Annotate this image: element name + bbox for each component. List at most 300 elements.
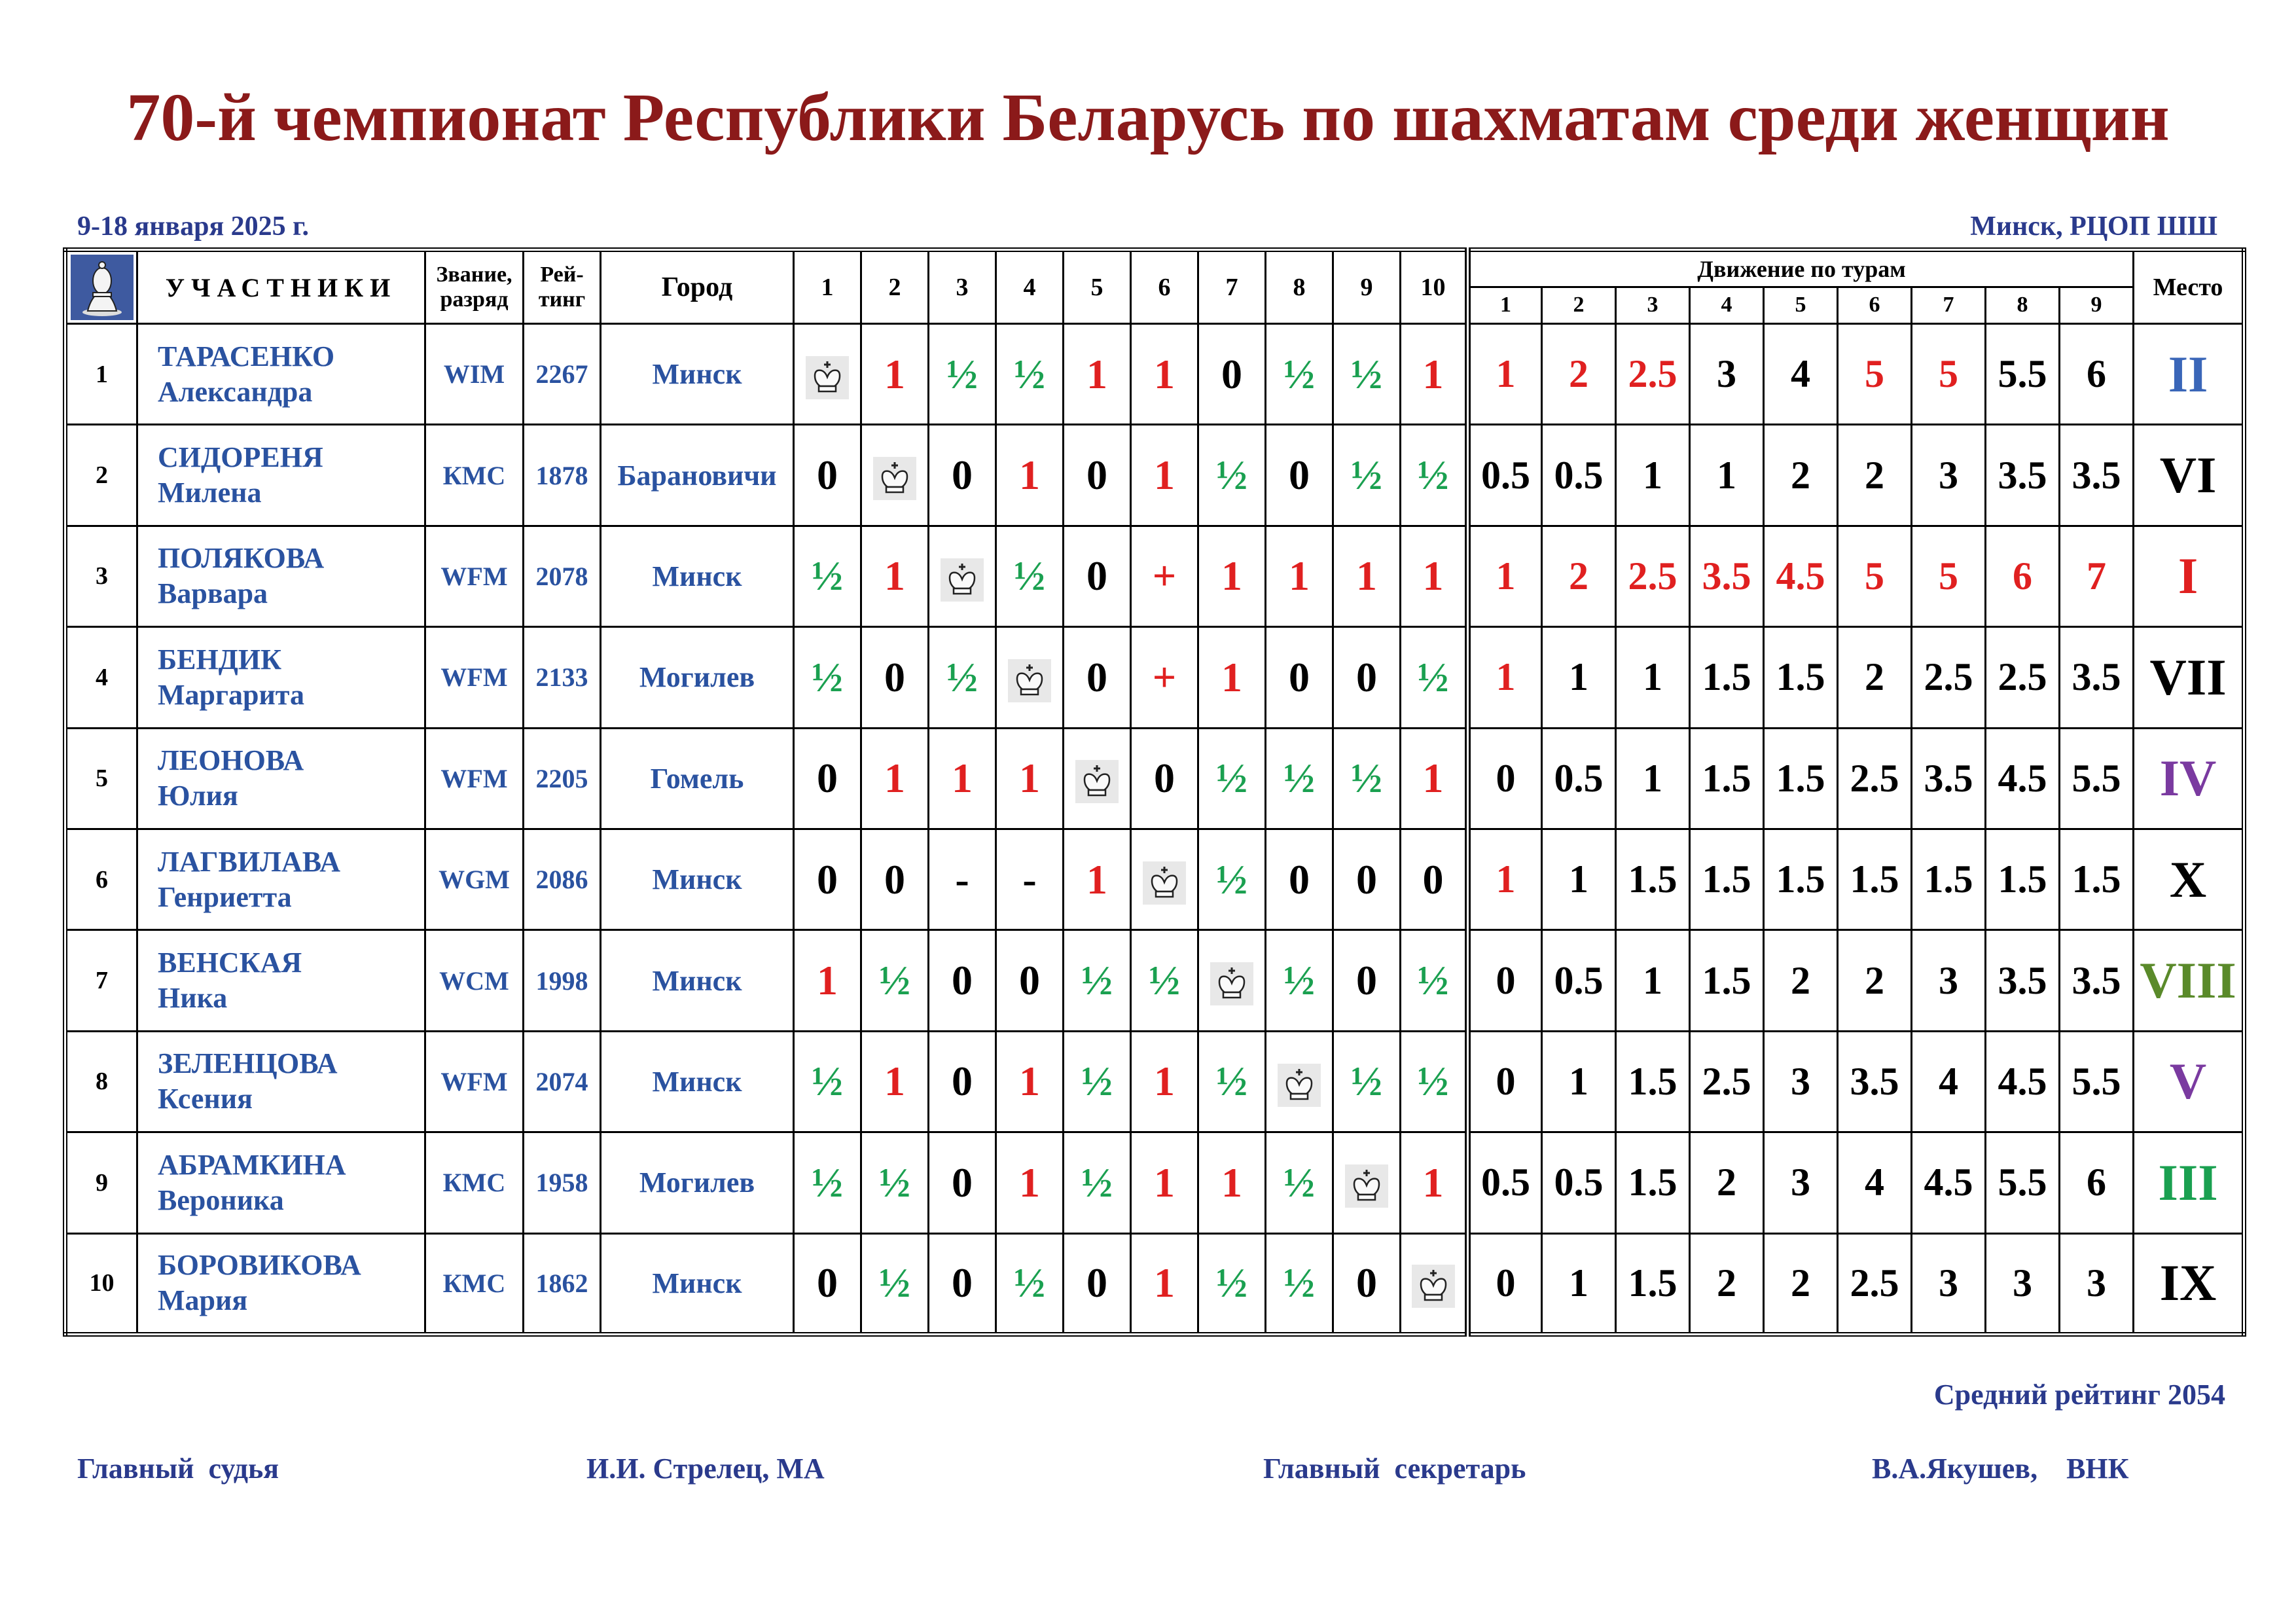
game-result: ½ — [1401, 930, 1468, 1031]
round-score: 2.5 — [1616, 324, 1690, 425]
round-score: 2 — [1764, 425, 1838, 526]
round-score: 3.5 — [2060, 627, 2134, 728]
game-result: ½ — [794, 1132, 861, 1233]
round-col-header: 1 — [1468, 287, 1542, 324]
player-row — [65, 1233, 2244, 1334]
round-score: 1.5 — [1764, 829, 1838, 929]
self-cell — [1064, 728, 1131, 829]
game-result: ½ — [1064, 930, 1131, 1031]
round-score: 4.5 — [1986, 728, 2060, 829]
player-rating: 1958 — [524, 1132, 601, 1233]
player-name — [137, 1031, 425, 1132]
player-title: WFM — [425, 627, 524, 728]
player-city: Минск — [601, 1233, 794, 1334]
player-title: WFM — [425, 728, 524, 829]
game-result: ½ — [996, 526, 1064, 626]
game-result: 1 — [1401, 728, 1468, 829]
game-result: ½ — [1333, 1031, 1401, 1132]
player-rating: 1862 — [524, 1233, 601, 1334]
player-rating: 2205 — [524, 728, 601, 829]
final-place: VII — [2134, 627, 2244, 728]
self-cell — [794, 324, 861, 425]
chief-secretary-label: Главный секретарь — [1263, 1453, 1526, 1485]
game-result: 1 — [1131, 425, 1198, 526]
round-score: 1.5 — [1986, 829, 2060, 929]
round-score: 0.5 — [1542, 1132, 1616, 1233]
player-row — [65, 930, 2244, 1031]
player-number: 5 — [65, 728, 137, 829]
page-title: 70-й чемпионат Республики Беларусь по шахматам среди женщин — [126, 80, 2170, 155]
game-result: ½ — [1401, 627, 1468, 728]
rating-header: Рей- тинг — [524, 250, 601, 324]
game-result: ½ — [1064, 1132, 1131, 1233]
round-progress-header: Движение по турам — [1468, 250, 2134, 287]
header-row-1 — [65, 250, 2244, 287]
opp-col-header: 3 — [929, 250, 996, 324]
player-title: WIM — [425, 324, 524, 425]
self-cell — [1266, 1031, 1333, 1132]
game-result: ½ — [794, 627, 861, 728]
player-name — [137, 425, 425, 526]
round-score: 1.5 — [1912, 829, 1986, 929]
player-rating: 2078 — [524, 526, 601, 626]
game-result: 1 — [861, 324, 929, 425]
game-result: 0 — [1064, 1233, 1131, 1334]
game-result: 0 — [929, 1233, 996, 1334]
player-row — [65, 425, 2244, 526]
game-result: ½ — [996, 324, 1064, 425]
chief-judge-label: Главный судья — [77, 1453, 279, 1485]
round-score: 0.5 — [1542, 425, 1616, 526]
round-col-header: 3 — [1616, 287, 1690, 324]
player-city: Могилев — [601, 1132, 794, 1233]
round-score: 0 — [1468, 930, 1542, 1031]
game-result: ½ — [1198, 1031, 1266, 1132]
game-result: ½ — [861, 1132, 929, 1233]
player-city: Могилев — [601, 627, 794, 728]
final-place: I — [2134, 526, 2244, 626]
game-result: + — [1131, 627, 1198, 728]
round-score: 2 — [1542, 526, 1616, 626]
round-score: 2 — [1764, 930, 1838, 1031]
player-firstname: Ксения — [158, 1083, 253, 1115]
self-cell — [1333, 1132, 1401, 1233]
game-result: 0 — [794, 728, 861, 829]
game-result: ½ — [1266, 728, 1333, 829]
bishop-logo-icon — [71, 255, 134, 320]
participants-header: УЧАСТНИКИ — [137, 250, 425, 324]
game-result: ½ — [1266, 1233, 1333, 1334]
round-score: 1 — [1616, 425, 1690, 526]
round-score: 2 — [1690, 1233, 1764, 1334]
player-row — [65, 627, 2244, 728]
round-col-header: 6 — [1838, 287, 1912, 324]
opp-col-header: 4 — [996, 250, 1064, 324]
chief-secretary-name: В.А.Якушев, ВНК — [1872, 1453, 2129, 1485]
game-result: 1 — [1401, 1132, 1468, 1233]
king-icon — [1278, 1064, 1321, 1107]
round-score: 4 — [1838, 1132, 1912, 1233]
player-title: КМС — [425, 1132, 524, 1233]
game-result: 0 — [794, 1233, 861, 1334]
round-score: 2 — [1838, 930, 1912, 1031]
round-col-header: 9 — [2060, 287, 2134, 324]
game-result: ½ — [1266, 930, 1333, 1031]
player-firstname: Варвара — [158, 577, 268, 610]
opp-col-header: 2 — [861, 250, 929, 324]
player-number: 3 — [65, 526, 137, 626]
round-score: 3 — [1912, 930, 1986, 1031]
round-score: 2 — [1838, 425, 1912, 526]
game-result: 1 — [1401, 526, 1468, 626]
game-result: 1 — [1198, 526, 1266, 626]
game-result: 1 — [1333, 526, 1401, 626]
game-result: ½ — [996, 1233, 1064, 1334]
final-place: VI — [2134, 425, 2244, 526]
round-score: 1.5 — [1690, 829, 1764, 929]
round-score: 5.5 — [2060, 1031, 2134, 1132]
game-result: 1 — [1401, 324, 1468, 425]
round-score: 1 — [1616, 930, 1690, 1031]
player-surname: ЛАГВИЛАВА — [158, 845, 341, 878]
final-place: IV — [2134, 728, 2244, 829]
game-result: ½ — [1198, 728, 1266, 829]
player-surname: БЕНДИК — [158, 643, 282, 676]
round-score: 3 — [1690, 324, 1764, 425]
round-score: 1.5 — [1838, 829, 1912, 929]
game-result: 1 — [861, 526, 929, 626]
king-icon — [1075, 760, 1119, 803]
round-score: 1 — [1542, 829, 1616, 929]
game-result: 1 — [929, 728, 996, 829]
player-firstname: Юлия — [158, 780, 238, 812]
player-name — [137, 930, 425, 1031]
chief-judge-name: И.И. Стрелец, МА — [586, 1453, 825, 1485]
player-row — [65, 829, 2244, 929]
final-place: V — [2134, 1031, 2244, 1132]
game-result: 1 — [1198, 1132, 1266, 1233]
game-result: 0 — [1064, 526, 1131, 626]
player-row — [65, 1132, 2244, 1233]
player-title: WFM — [425, 1031, 524, 1132]
round-score: 2 — [1764, 1233, 1838, 1334]
round-score: 5 — [1838, 324, 1912, 425]
player-number: 7 — [65, 930, 137, 1031]
round-score: 0.5 — [1468, 425, 1542, 526]
player-surname: ПОЛЯКОВА — [158, 542, 325, 575]
game-result: 0 — [929, 1031, 996, 1132]
average-rating: Средний рейтинг 2054 — [1933, 1379, 2225, 1411]
game-result: ½ — [1064, 1031, 1131, 1132]
player-name — [137, 1233, 425, 1334]
game-result: 0 — [1131, 728, 1198, 829]
player-name — [137, 324, 425, 425]
round-score: 3 — [1912, 1233, 1986, 1334]
round-score: 4 — [1912, 1031, 1986, 1132]
game-result: 0 — [1064, 425, 1131, 526]
round-score: 0.5 — [1542, 930, 1616, 1031]
round-score: 1 — [1468, 526, 1542, 626]
king-icon — [1143, 861, 1186, 905]
player-city: Барановичи — [601, 425, 794, 526]
round-score: 0 — [1468, 728, 1542, 829]
player-row — [65, 324, 2244, 425]
opp-col-header: 1 — [794, 250, 861, 324]
game-result: 0 — [861, 829, 929, 929]
round-score: 1 — [1542, 1031, 1616, 1132]
round-score: 6 — [2060, 1132, 2134, 1233]
round-score: 0.5 — [1542, 728, 1616, 829]
round-col-header: 2 — [1542, 287, 1616, 324]
player-surname: СИДОРЕНЯ — [158, 441, 323, 474]
logo-cell — [65, 250, 137, 324]
final-place: II — [2134, 324, 2244, 425]
game-result: - — [929, 829, 996, 929]
game-result: 0 — [1266, 829, 1333, 929]
player-rating: 2133 — [524, 627, 601, 728]
player-city: Минск — [601, 526, 794, 626]
round-score: 1 — [1468, 324, 1542, 425]
player-surname: АБРАМКИНА — [158, 1148, 346, 1181]
player-number: 6 — [65, 829, 137, 929]
round-col-header: 4 — [1690, 287, 1764, 324]
round-score: 4 — [1764, 324, 1838, 425]
round-score: 1 — [1468, 829, 1542, 929]
place-header: Место — [2134, 250, 2244, 324]
final-place: VIII — [2134, 930, 2244, 1031]
game-result: 0 — [929, 425, 996, 526]
player-firstname: Ника — [158, 982, 228, 1015]
king-icon — [1008, 659, 1051, 702]
round-score: 1.5 — [2060, 829, 2134, 929]
player-row — [65, 728, 2244, 829]
game-result: 0 — [1266, 425, 1333, 526]
king-icon — [1210, 962, 1253, 1005]
game-result: 0 — [1333, 930, 1401, 1031]
game-result: ½ — [1333, 728, 1401, 829]
game-result: + — [1131, 526, 1198, 626]
round-score: 1.5 — [1690, 627, 1764, 728]
game-result: 0 — [996, 930, 1064, 1031]
game-result: 1 — [996, 728, 1064, 829]
round-score: 1.5 — [1764, 627, 1838, 728]
player-name — [137, 1132, 425, 1233]
crosstable-body — [65, 250, 2244, 1335]
player-title: WGM — [425, 829, 524, 929]
round-score: 1.5 — [1616, 1031, 1690, 1132]
game-result: 0 — [794, 425, 861, 526]
game-result: ½ — [1266, 324, 1333, 425]
player-firstname: Александра — [158, 375, 313, 408]
player-firstname: Милена — [158, 477, 262, 509]
player-city: Минск — [601, 324, 794, 425]
round-col-header: 5 — [1764, 287, 1838, 324]
round-score: 3.5 — [1912, 728, 1986, 829]
round-score: 2.5 — [1838, 728, 1912, 829]
player-rating: 1878 — [524, 425, 601, 526]
opp-col-header: 6 — [1131, 250, 1198, 324]
king-icon — [806, 356, 849, 399]
final-place: III — [2134, 1132, 2244, 1233]
player-city: Минск — [601, 829, 794, 929]
game-result: 1 — [861, 728, 929, 829]
self-cell — [996, 627, 1064, 728]
player-number: 4 — [65, 627, 137, 728]
game-result: 1 — [1198, 627, 1266, 728]
player-surname: ЗЕЛЕНЦОВА — [158, 1047, 338, 1080]
game-result: 0 — [1333, 627, 1401, 728]
round-score: 0.5 — [1468, 1132, 1542, 1233]
round-score: 2 — [1838, 627, 1912, 728]
self-cell — [1401, 1233, 1468, 1334]
self-cell — [1198, 930, 1266, 1031]
round-score: 1.5 — [1690, 930, 1764, 1031]
player-surname: ЛЕОНОВА — [158, 744, 304, 777]
game-result: ½ — [1131, 930, 1198, 1031]
round-score: 3.5 — [1986, 930, 2060, 1031]
city-header: Город — [601, 250, 794, 324]
round-score: 2 — [1542, 324, 1616, 425]
player-title: КМС — [425, 1233, 524, 1334]
player-firstname: Маргарита — [158, 678, 304, 711]
round-score: 3.5 — [1986, 425, 2060, 526]
round-score: 1 — [1468, 627, 1542, 728]
game-result: 1 — [1131, 324, 1198, 425]
game-result: 1 — [1131, 1132, 1198, 1233]
round-score: 1.5 — [1764, 728, 1838, 829]
player-row — [65, 1031, 2244, 1132]
opp-col-header: 5 — [1064, 250, 1131, 324]
player-row — [65, 526, 2244, 626]
round-col-header: 8 — [1986, 287, 2060, 324]
player-firstname: Мария — [158, 1284, 248, 1317]
round-score: 4.5 — [1764, 526, 1838, 626]
round-score: 6 — [2060, 324, 2134, 425]
round-score: 3 — [1986, 1233, 2060, 1334]
game-result: 1 — [1064, 324, 1131, 425]
player-surname: ВЕНСКАЯ — [158, 947, 302, 979]
round-score: 1 — [1616, 728, 1690, 829]
self-cell — [1131, 829, 1198, 929]
game-result: ½ — [861, 930, 929, 1031]
player-title: WCM — [425, 930, 524, 1031]
player-name — [137, 526, 425, 626]
game-result: 0 — [794, 829, 861, 929]
round-score: 3 — [1764, 1031, 1838, 1132]
round-score: 2.5 — [1690, 1031, 1764, 1132]
game-result: 1 — [1266, 526, 1333, 626]
event-dates: 9-18 января 2025 г. — [77, 211, 310, 242]
game-result: 1 — [996, 1132, 1064, 1233]
round-score: 5.5 — [2060, 728, 2134, 829]
game-result: 1 — [996, 425, 1064, 526]
round-score: 2.5 — [1838, 1233, 1912, 1334]
round-score: 1 — [1542, 627, 1616, 728]
game-result: 1 — [1131, 1233, 1198, 1334]
player-number: 10 — [65, 1233, 137, 1334]
game-result: ½ — [1198, 1233, 1266, 1334]
game-result: 1 — [794, 930, 861, 1031]
opp-col-header: 8 — [1266, 250, 1333, 324]
round-score: 3 — [2060, 1233, 2134, 1334]
king-icon — [1345, 1164, 1388, 1208]
player-name — [137, 627, 425, 728]
round-score: 7 — [2060, 526, 2134, 626]
game-result: ½ — [929, 627, 996, 728]
round-score: 1 — [1690, 425, 1764, 526]
game-result: 0 — [929, 1132, 996, 1233]
round-score: 3.5 — [1690, 526, 1764, 626]
round-score: 5 — [1912, 526, 1986, 626]
round-score: 1.5 — [1616, 1132, 1690, 1233]
player-number: 8 — [65, 1031, 137, 1132]
round-score: 3 — [1764, 1132, 1838, 1233]
final-place: IX — [2134, 1233, 2244, 1334]
round-score: 1.5 — [1690, 728, 1764, 829]
self-cell — [929, 526, 996, 626]
player-rating: 2074 — [524, 1031, 601, 1132]
round-score: 3 — [1912, 425, 1986, 526]
round-score: 4.5 — [1912, 1132, 1986, 1233]
round-score: 5 — [1838, 526, 1912, 626]
game-result: ½ — [794, 1031, 861, 1132]
game-result: 1 — [1131, 1031, 1198, 1132]
round-score: 2 — [1690, 1132, 1764, 1233]
player-surname: ТАРАСЕНКО — [158, 340, 335, 372]
game-result: ½ — [929, 324, 996, 425]
opp-col-header: 7 — [1198, 250, 1266, 324]
opp-col-header: 10 — [1401, 250, 1468, 324]
title-header: Звание, разряд — [425, 250, 524, 324]
game-result: - — [996, 829, 1064, 929]
game-result: 0 — [929, 930, 996, 1031]
player-title: КМС — [425, 425, 524, 526]
round-score: 2.5 — [1616, 526, 1690, 626]
round-score: 5.5 — [1986, 1132, 2060, 1233]
game-result: 1 — [996, 1031, 1064, 1132]
round-score: 2.5 — [1912, 627, 1986, 728]
game-result: ½ — [1198, 425, 1266, 526]
player-rating: 2267 — [524, 324, 601, 425]
game-result: 0 — [1064, 627, 1131, 728]
player-firstname: Генриетта — [158, 880, 292, 913]
round-col-header: 7 — [1912, 287, 1986, 324]
player-firstname: Вероника — [158, 1183, 284, 1216]
round-score: 5 — [1912, 324, 1986, 425]
round-score: 1.5 — [1616, 1233, 1690, 1334]
round-score: 0 — [1468, 1233, 1542, 1334]
game-result: ½ — [861, 1233, 929, 1334]
player-title: WFM — [425, 526, 524, 626]
player-number: 1 — [65, 324, 137, 425]
game-result: ½ — [1266, 1132, 1333, 1233]
game-result: 0 — [1333, 829, 1401, 929]
round-score: 1 — [1616, 627, 1690, 728]
round-score: 0 — [1468, 1031, 1542, 1132]
player-city: Минск — [601, 1031, 794, 1132]
player-city: Гомель — [601, 728, 794, 829]
game-result: ½ — [794, 526, 861, 626]
game-result: ½ — [1198, 829, 1266, 929]
player-rating: 1998 — [524, 930, 601, 1031]
king-icon — [873, 457, 916, 500]
game-result: 0 — [1401, 829, 1468, 929]
player-name — [137, 829, 425, 929]
round-score: 5.5 — [1986, 324, 2060, 425]
player-name — [137, 728, 425, 829]
opp-col-header: 9 — [1333, 250, 1401, 324]
final-place: X — [2134, 829, 2244, 929]
